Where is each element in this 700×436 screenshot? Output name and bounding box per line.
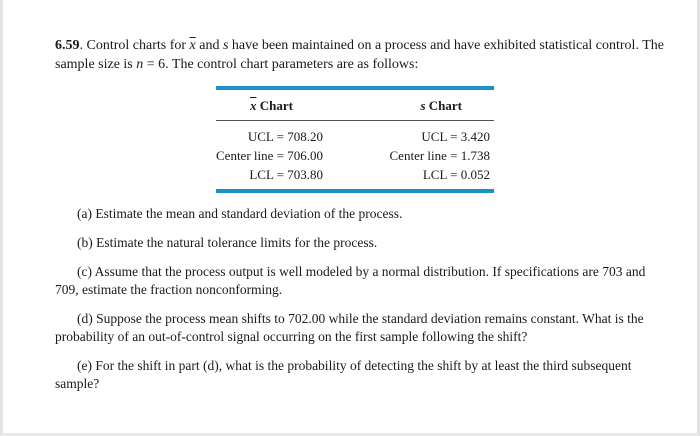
control-chart-parameters-table xyxy=(216,86,494,193)
n-symbol: n xyxy=(136,57,144,72)
question-d xyxy=(55,310,665,346)
s-column xyxy=(390,127,490,189)
question-a xyxy=(55,205,665,223)
s-header-symbol: s xyxy=(420,98,426,113)
xbar-header-text: Chart xyxy=(256,98,293,113)
table-bottom-rule xyxy=(216,189,494,193)
problem-statement xyxy=(55,36,665,74)
s-chart-header xyxy=(420,98,462,120)
xbar-symbol: $\overline{x}$ xyxy=(189,38,196,53)
xbar-lcl: LCL = 703.80 xyxy=(249,167,323,182)
xbar-ucl: UCL = 708.20 xyxy=(247,129,323,144)
table-body xyxy=(216,121,494,189)
xbar-header-symbol: $\overline{x}$ xyxy=(250,98,257,113)
s-lcl: LCL = 0.052 xyxy=(422,167,490,182)
xbar-column xyxy=(216,127,323,189)
s-header-text: Chart xyxy=(425,98,462,113)
question-a-text: (a) Estimate the mean and standard deviation of the process. xyxy=(77,206,403,221)
s-symbol: s xyxy=(222,38,229,53)
problem-number: 6.59 xyxy=(55,38,80,53)
xbar-center-line: Center line = 706.00 xyxy=(216,148,323,163)
question-b-text: (b) Estimate the natural tolerance limits for the process. xyxy=(77,235,378,250)
table-header xyxy=(216,90,494,120)
statement-part-d: = 6. The control chart parameters are as follows: xyxy=(143,57,419,72)
s-ucl: UCL = 3.420 xyxy=(421,129,490,144)
s-center-line: Center line = 1.738 xyxy=(389,148,490,163)
statement-part-a: . Control charts for xyxy=(79,38,190,53)
xbar-chart-header xyxy=(250,98,293,120)
statement-part-c: have been maintained on a process and have exhibited statistical control. The sample size is xyxy=(55,38,664,72)
question-c xyxy=(55,263,665,299)
question-e-text: (e) For the shift in part (d), what is the probability of detecting the shift by at least the third subsequent sample? xyxy=(55,358,632,391)
statement-part-b: and xyxy=(195,38,223,53)
question-c-text: (c) Assume that the process output is well modeled by a normal distribution. If specifications are 703 and 709, estimate the fraction nonconforming. xyxy=(55,264,646,297)
question-e xyxy=(55,357,665,393)
question-d-text: (d) Suppose the process mean shifts to 702.00 while the standard deviation remains constant. What is the probability of an out-of-control signal occurring on the first sample following the shift? xyxy=(55,311,644,344)
question-b xyxy=(55,234,665,252)
